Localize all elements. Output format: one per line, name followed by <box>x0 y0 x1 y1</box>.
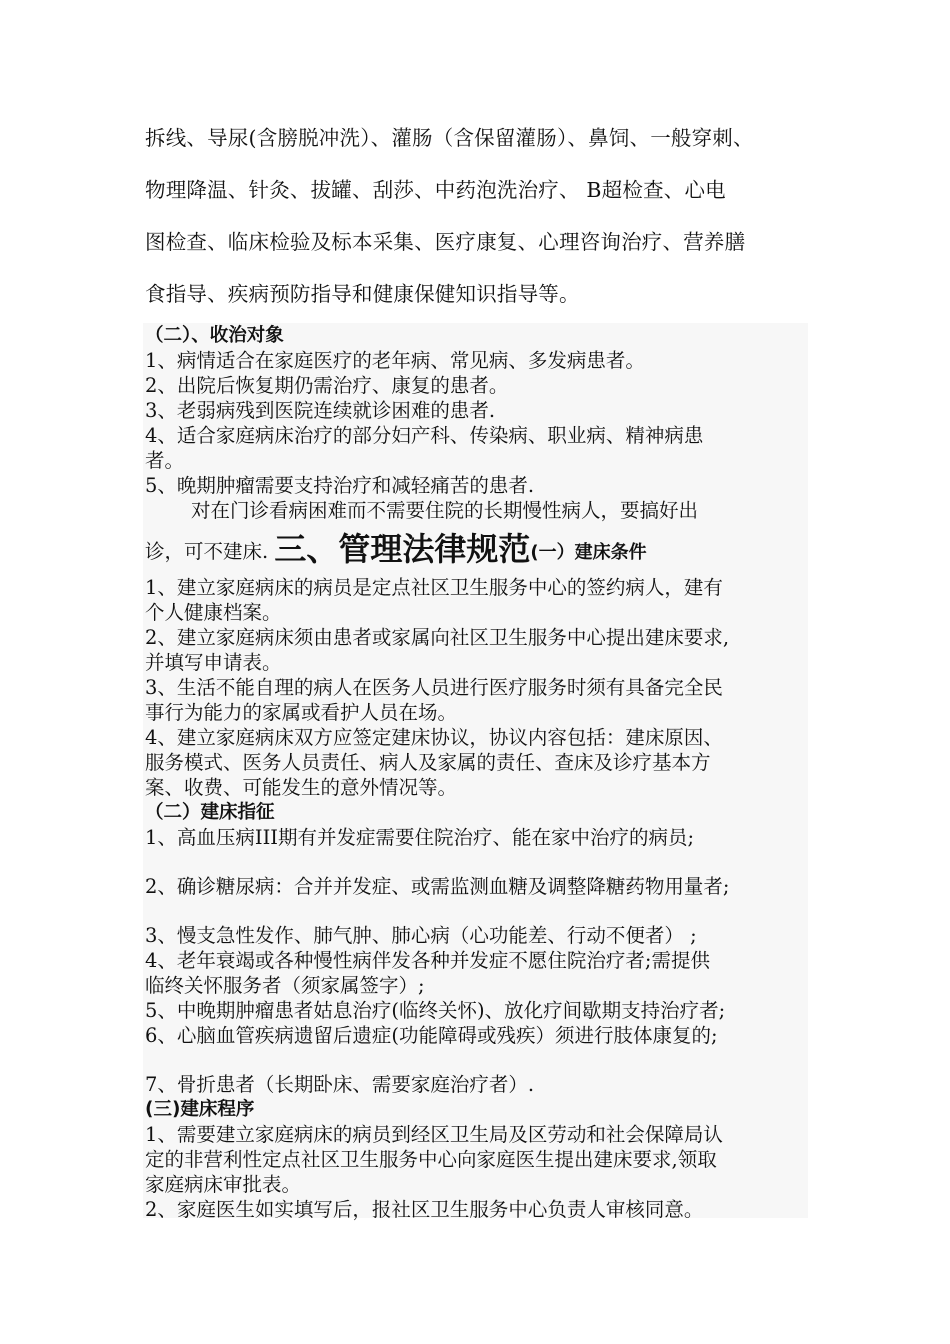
chapter-title: 三、管理法律规范 <box>274 530 531 568</box>
list-item: 2、建立家庭病床须由患者或家属向社区卫生服务中心提出建床要求, <box>145 626 730 649</box>
subsection-heading-indications: （二）建床指征 <box>145 802 275 823</box>
list-item: 者。 <box>145 449 185 472</box>
note-line: 对在门诊看病困难而不需要住院的长期慢性病人，要搞好出 <box>191 499 699 522</box>
section-heading-admission: （二）、收治对象 <box>145 325 284 346</box>
paragraph-line: 拆线、导尿(含膀脱冲洗）、灌肠（含保留灌肠）、鼻饲、一般穿刺、 <box>145 126 754 150</box>
list-item: 家庭病床审批表。 <box>145 1173 302 1196</box>
mixed-heading-line <box>145 527 815 575</box>
list-item: 并填写申请表。 <box>145 651 282 674</box>
intro-paragraph <box>145 112 835 320</box>
paragraph-line: 食指导、疾病预防指导和健康保健知识指导等。 <box>145 282 580 306</box>
list-item: 2、出院后恢复期仍需治疗、康复的患者。 <box>145 374 509 397</box>
list-item: 临终关怀服务者（须家属签字）; <box>145 974 425 997</box>
list-item: 事行为能力的家属或看护人员在场。 <box>145 701 458 724</box>
list-item: 3、生活不能自理的病人在医务人员进行医疗服务时须有具备完全民 <box>145 676 723 699</box>
paragraph-line: 图检查、临床检验及标本采集、医疗康复、心理咨询治疗、营养膳 <box>145 230 746 254</box>
list-item: 2、确诊糖尿病：合并并发症、或需监测血糖及调整降糖药物用量者; <box>145 875 730 898</box>
list-item: 1、病情适合在家庭医疗的老年病、常见病、多发病患者。 <box>145 349 645 372</box>
list-item: 1、需要建立家庭病床的病员到经区卫生局及区劳动和社会保障局认 <box>145 1123 723 1146</box>
list-item: 4、建立家庭病床双方应签定建床协议，协议内容包括：建床原因、 <box>145 726 723 749</box>
paragraph-line: 物理降温、针灸、拔罐、刮莎、中药泡洗治疗、 B超检查、心电 <box>145 178 726 202</box>
list-item: 定的非营利性定点社区卫生服务中心向家庭医生提出建床要求,领取 <box>145 1148 717 1171</box>
subsection-heading-conditions: (一）建床条件 <box>530 542 647 563</box>
list-item: 1、高血压病III期有并发症需要住院治疗、能在家中治疗的病员; <box>145 826 695 849</box>
list-item: 3、慢支急性发作、肺气肿、肺心病（心功能差、行动不便者） ; <box>145 924 697 947</box>
list-item: 4、老年衰竭或各种慢性病伴发各种并发症不愿住院治疗者;需提供 <box>145 949 710 972</box>
list-item: 5、晚期肿瘤需要支持治疗和减轻痛苦的患者. <box>145 474 535 497</box>
list-item: 个人健康档案。 <box>145 601 282 624</box>
list-item: 2、家庭医生如实填写后，报社区卫生服务中心负责人审核同意。 <box>145 1198 704 1221</box>
list-item: 案、收费、可能发生的意外情况等。 <box>145 776 458 799</box>
list-item: 服务模式、医务人员责任、病人及家属的责任、查床及诊疗基本方 <box>145 751 711 774</box>
list-item: 3、老弱病残到医院连续就诊困难的患者. <box>145 399 496 422</box>
list-item: 5、中晚期肿瘤患者姑息治疗(临终关怀)、放化疗间歇期支持治疗者; <box>145 999 726 1022</box>
list-item: 7、骨折患者（长期卧床、需要家庭治疗者）. <box>145 1073 535 1096</box>
list-item: 4、适合家庭病床治疗的部分妇产科、传染病、职业病、精神病患 <box>145 424 704 447</box>
subsection-heading-procedure: (三)建床程序 <box>145 1099 255 1120</box>
list-item: 6、心脑血管疾病遗留后遗症(功能障碍或残疾）须进行肢体康复的; <box>145 1024 718 1047</box>
list-item: 1、建立家庭病床的病员是定点社区卫生服务中心的签约病人，建有 <box>145 576 723 599</box>
note-line-end: 诊，可不建床. <box>145 540 269 563</box>
document-body <box>145 323 815 1222</box>
